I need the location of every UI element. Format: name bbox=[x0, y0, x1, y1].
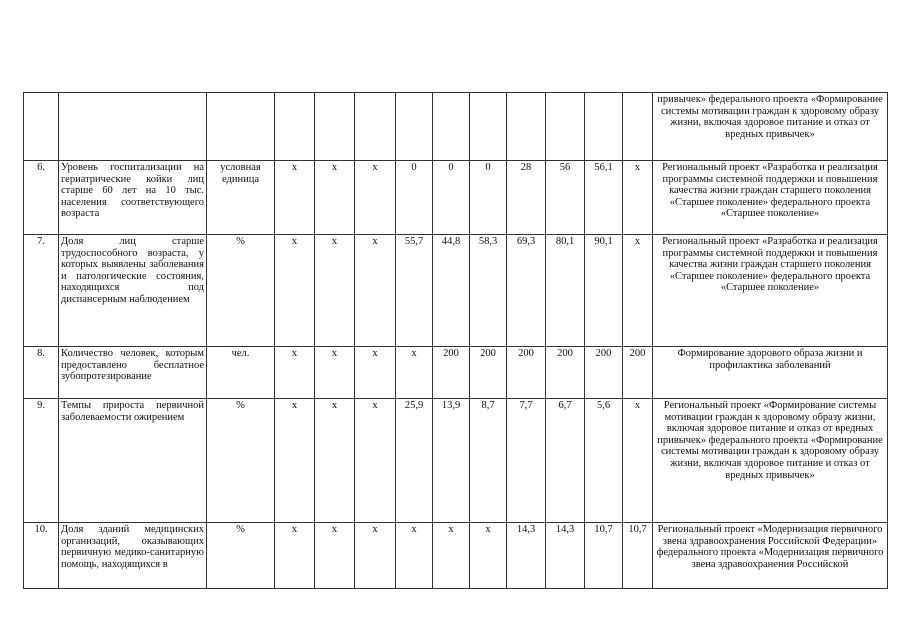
source-project-cell: Региональный проект «Модернизация первичного звена здравоохранения Российской Федерации» федерального проекта «Модернизация первичного звена здравоохранения Российской bbox=[653, 523, 888, 589]
value-cell: 7,7 bbox=[507, 399, 546, 523]
value-cell: 44,8 bbox=[433, 235, 470, 347]
unit-cell: условная единица bbox=[207, 161, 275, 235]
table-row bbox=[24, 235, 888, 347]
value-cell: 5,6 bbox=[585, 399, 623, 523]
value-cell: 14,3 bbox=[507, 523, 546, 589]
indicators-table bbox=[23, 92, 888, 589]
value-cell: 8,7 bbox=[470, 399, 507, 523]
value-cell: х bbox=[315, 347, 355, 399]
value-cell: х bbox=[623, 399, 653, 523]
row-number-cell: 9. bbox=[24, 399, 59, 523]
value-cell: х bbox=[275, 523, 315, 589]
value-cell: х bbox=[355, 235, 396, 347]
indicator-name-cell bbox=[59, 93, 207, 161]
unit-cell: % bbox=[207, 523, 275, 589]
value-cell bbox=[507, 93, 546, 161]
row-number-cell: 6. bbox=[24, 161, 59, 235]
value-cell: х bbox=[355, 161, 396, 235]
table-row bbox=[24, 93, 888, 161]
value-cell bbox=[470, 93, 507, 161]
value-cell: 69,3 bbox=[507, 235, 546, 347]
indicator-name-cell: Уровень госпитализации на гериатрические койки лиц старше 60 лет на 10 тыс. населения соответствующего возраста bbox=[59, 161, 207, 235]
value-cell: 10,7 bbox=[585, 523, 623, 589]
table-row bbox=[24, 523, 888, 589]
row-number-cell: 10. bbox=[24, 523, 59, 589]
unit-cell: % bbox=[207, 399, 275, 523]
value-cell: 25,9 bbox=[396, 399, 433, 523]
value-cell: х bbox=[433, 523, 470, 589]
value-cell: 28 bbox=[507, 161, 546, 235]
value-cell: 56 bbox=[546, 161, 585, 235]
value-cell bbox=[396, 93, 433, 161]
value-cell: 80,1 bbox=[546, 235, 585, 347]
indicator-name-cell: Доля лиц старше трудоспособного возраста, у которых выявлены заболевания и патологические состояния, находящихся под диспансерным наблюдением bbox=[59, 235, 207, 347]
value-cell: 58,3 bbox=[470, 235, 507, 347]
value-cell: 90,1 bbox=[585, 235, 623, 347]
value-cell: 200 bbox=[433, 347, 470, 399]
value-cell: х bbox=[470, 523, 507, 589]
row-number-cell: 7. bbox=[24, 235, 59, 347]
value-cell bbox=[546, 93, 585, 161]
value-cell: 0 bbox=[396, 161, 433, 235]
source-project-cell: Региональный проект «Разработка и реализация программы системной поддержки и повышения качества жизни граждан старшего поколения «Старшее поколение» федерального проекта «Старшее поколение» bbox=[653, 235, 888, 347]
value-cell bbox=[355, 93, 396, 161]
value-cell: х bbox=[396, 523, 433, 589]
source-project-cell: привычек» федерального проекта «Формирование системы мотивации граждан к здоровому образу жизни, включая здоровое питание и отказ от вредных привычек» bbox=[653, 93, 888, 161]
value-cell: 14,3 bbox=[546, 523, 585, 589]
value-cell: х bbox=[275, 399, 315, 523]
value-cell: 0 bbox=[470, 161, 507, 235]
indicator-name-cell: Доля зданий медицинских организаций, оказывающих первичную медико-санитарную помощь, находящихся в bbox=[59, 523, 207, 589]
value-cell: х bbox=[355, 347, 396, 399]
value-cell: 56,1 bbox=[585, 161, 623, 235]
indicator-name-cell: Количество человек, которым предоставлено бесплатное зубопротезирование bbox=[59, 347, 207, 399]
value-cell: х bbox=[623, 161, 653, 235]
value-cell: 200 bbox=[623, 347, 653, 399]
value-cell: 10,7 bbox=[623, 523, 653, 589]
source-project-cell: Региональный проект «Формирование системы мотивации граждан к здоровому образу жизни, включая здоровое питание и отказ от вредных привычек» федерального проекта «Формирование системы мотивации граждан к здоровому образу жизни, включая здоровое питание и отказ от вредных привычек» bbox=[653, 399, 888, 523]
value-cell: 200 bbox=[585, 347, 623, 399]
value-cell: х bbox=[623, 235, 653, 347]
value-cell: х bbox=[315, 161, 355, 235]
value-cell: 200 bbox=[546, 347, 585, 399]
value-cell bbox=[315, 93, 355, 161]
unit-cell bbox=[207, 93, 275, 161]
value-cell: х bbox=[275, 161, 315, 235]
value-cell: 55,7 bbox=[396, 235, 433, 347]
value-cell: х bbox=[275, 235, 315, 347]
value-cell: х bbox=[396, 347, 433, 399]
value-cell: х bbox=[315, 235, 355, 347]
value-cell bbox=[585, 93, 623, 161]
value-cell: х bbox=[355, 523, 396, 589]
value-cell: 0 bbox=[433, 161, 470, 235]
row-number-cell bbox=[24, 93, 59, 161]
value-cell bbox=[433, 93, 470, 161]
value-cell bbox=[275, 93, 315, 161]
value-cell: 6,7 bbox=[546, 399, 585, 523]
indicator-name-cell: Темпы прироста первичной заболеваемости ожирением bbox=[59, 399, 207, 523]
value-cell bbox=[623, 93, 653, 161]
table-row bbox=[24, 399, 888, 523]
value-cell: х bbox=[275, 347, 315, 399]
table-row bbox=[24, 161, 888, 235]
table-row bbox=[24, 347, 888, 399]
value-cell: 200 bbox=[507, 347, 546, 399]
source-project-cell: Региональный проект «Разработка и реализация программы системной поддержки и повышения качества жизни граждан старшего поколения «Старшее поколение» федерального проекта «Старшее поколение» bbox=[653, 161, 888, 235]
source-project-cell: Формирование здорового образа жизни и профилактика заболеваний bbox=[653, 347, 888, 399]
value-cell: х bbox=[355, 399, 396, 523]
row-number-cell: 8. bbox=[24, 347, 59, 399]
unit-cell: % bbox=[207, 235, 275, 347]
value-cell: 13,9 bbox=[433, 399, 470, 523]
unit-cell: чел. bbox=[207, 347, 275, 399]
value-cell: 200 bbox=[470, 347, 507, 399]
value-cell: х bbox=[315, 523, 355, 589]
value-cell: х bbox=[315, 399, 355, 523]
